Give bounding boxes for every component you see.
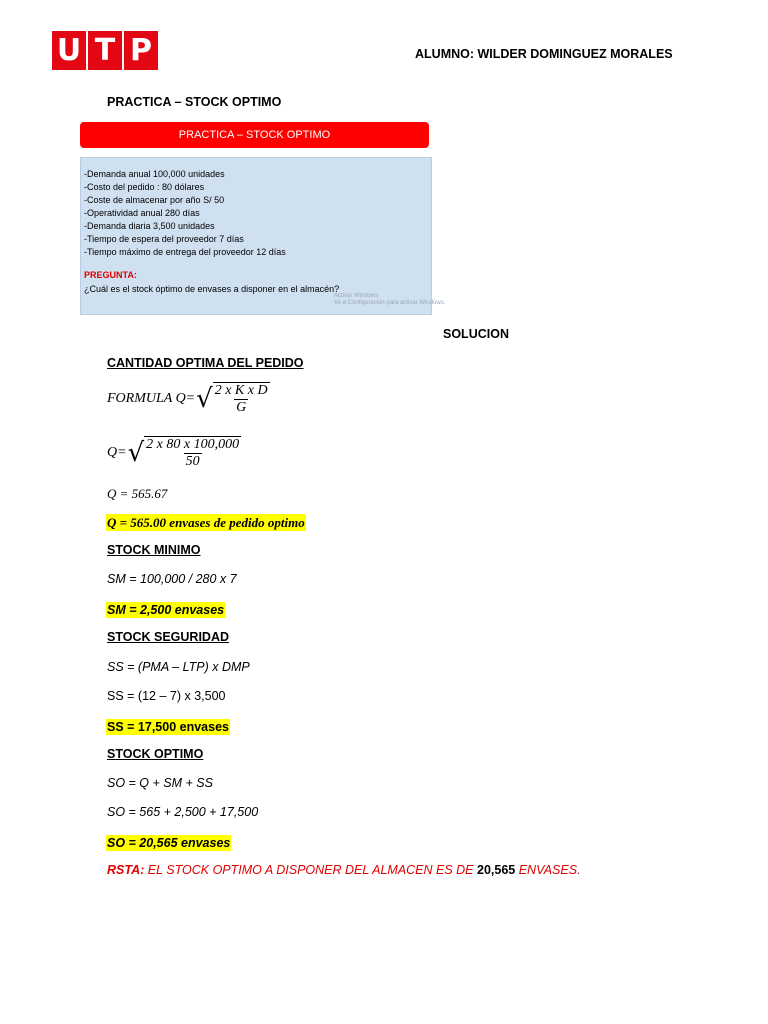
student-name: ALUMNO: WILDER DOMINGUEZ MORALES <box>415 47 673 61</box>
sm-section-heading: STOCK MINIMO <box>107 543 201 557</box>
formula-prefix: FORMULA Q= <box>107 391 196 406</box>
q-final-result: Q = 565.00 envases de pedido optimo <box>107 515 305 530</box>
answer-label: RSTA: <box>107 863 145 877</box>
q-substituted-formula <box>107 436 241 470</box>
activation-watermark <box>334 293 445 307</box>
problem-item: -Tiempo de espera del proveedor 7 días <box>84 234 244 244</box>
problem-item: -Costo del pedido : 80 dólares <box>84 182 205 192</box>
answer-text: EL STOCK OPTIMO A DISPONER DEL ALMACEN ES DE <box>144 863 477 877</box>
formula-prefix: Q= <box>107 445 127 460</box>
solution-heading: SOLUCION <box>443 327 509 341</box>
numerator: 2 x 80 x 100,000 <box>146 437 240 452</box>
ss-substitution: SS = (12 – 7) x 3,500 <box>107 689 226 703</box>
numerator: 2 x K x D <box>214 383 268 398</box>
problem-banner: PRACTICA – STOCK OPTIMO <box>80 122 429 148</box>
denominator: 50 <box>185 454 200 469</box>
radicand <box>213 382 270 416</box>
q-section-heading: CANTIDAD OPTIMA DEL PEDIDO <box>107 356 304 370</box>
problem-item: -Demanda anual 100,000 unidades <box>84 169 225 179</box>
answer-value: 20,565 <box>477 863 516 877</box>
question-label: PREGUNTA: <box>84 270 137 280</box>
logo-letter-t: T <box>88 31 122 70</box>
fraction <box>213 383 270 416</box>
square-root-icon: √ <box>127 438 145 468</box>
fraction <box>144 437 241 470</box>
so-formula: SO = Q + SM + SS <box>107 776 213 790</box>
problem-data-list <box>84 168 286 259</box>
radicand <box>144 436 241 470</box>
problem-item: -Operatividad anual 280 días <box>84 208 200 218</box>
q-result: Q = 565.67 <box>107 486 168 501</box>
logo-letter-p: P <box>124 31 158 70</box>
so-substitution: SO = 565 + 2,500 + 17,500 <box>107 805 259 819</box>
logo-letter-u: U <box>52 31 86 70</box>
sm-result: SM = 2,500 envases <box>107 603 225 617</box>
ss-section-heading: STOCK SEGURIDAD <box>107 630 230 644</box>
denominator: G <box>236 400 247 415</box>
question-text: ¿Cuál es el stock óptimo de envases a disponer en el almacén? <box>84 284 340 294</box>
ss-result: SS = 17,500 envases <box>107 720 229 734</box>
so-section-heading: STOCK OPTIMO <box>107 747 204 761</box>
watermark-line: Ve a Configuración para activar Windows. <box>334 300 446 306</box>
answer-unit: ENVASES. <box>515 863 581 877</box>
utp-logo <box>52 31 160 70</box>
sm-formula: SM = 100,000 / 280 x 7 <box>107 572 237 586</box>
so-result: SO = 20,565 envases <box>107 836 231 850</box>
problem-item: -Tiempo máximo de entrega del proveedor 12 días <box>84 247 286 257</box>
problem-item: -Coste de almacenar por año S/ 50 <box>84 195 225 205</box>
q-general-formula <box>107 382 270 416</box>
watermark-line: Activar Windows <box>334 293 379 299</box>
page-title: PRACTICA – STOCK OPTIMO <box>107 95 282 109</box>
square-root-icon: √ <box>196 384 213 414</box>
ss-formula: SS = (PMA – LTP) x DMP <box>107 660 250 674</box>
final-answer <box>107 863 581 877</box>
problem-item: -Demanda diaria 3,500 unidades <box>84 221 215 231</box>
